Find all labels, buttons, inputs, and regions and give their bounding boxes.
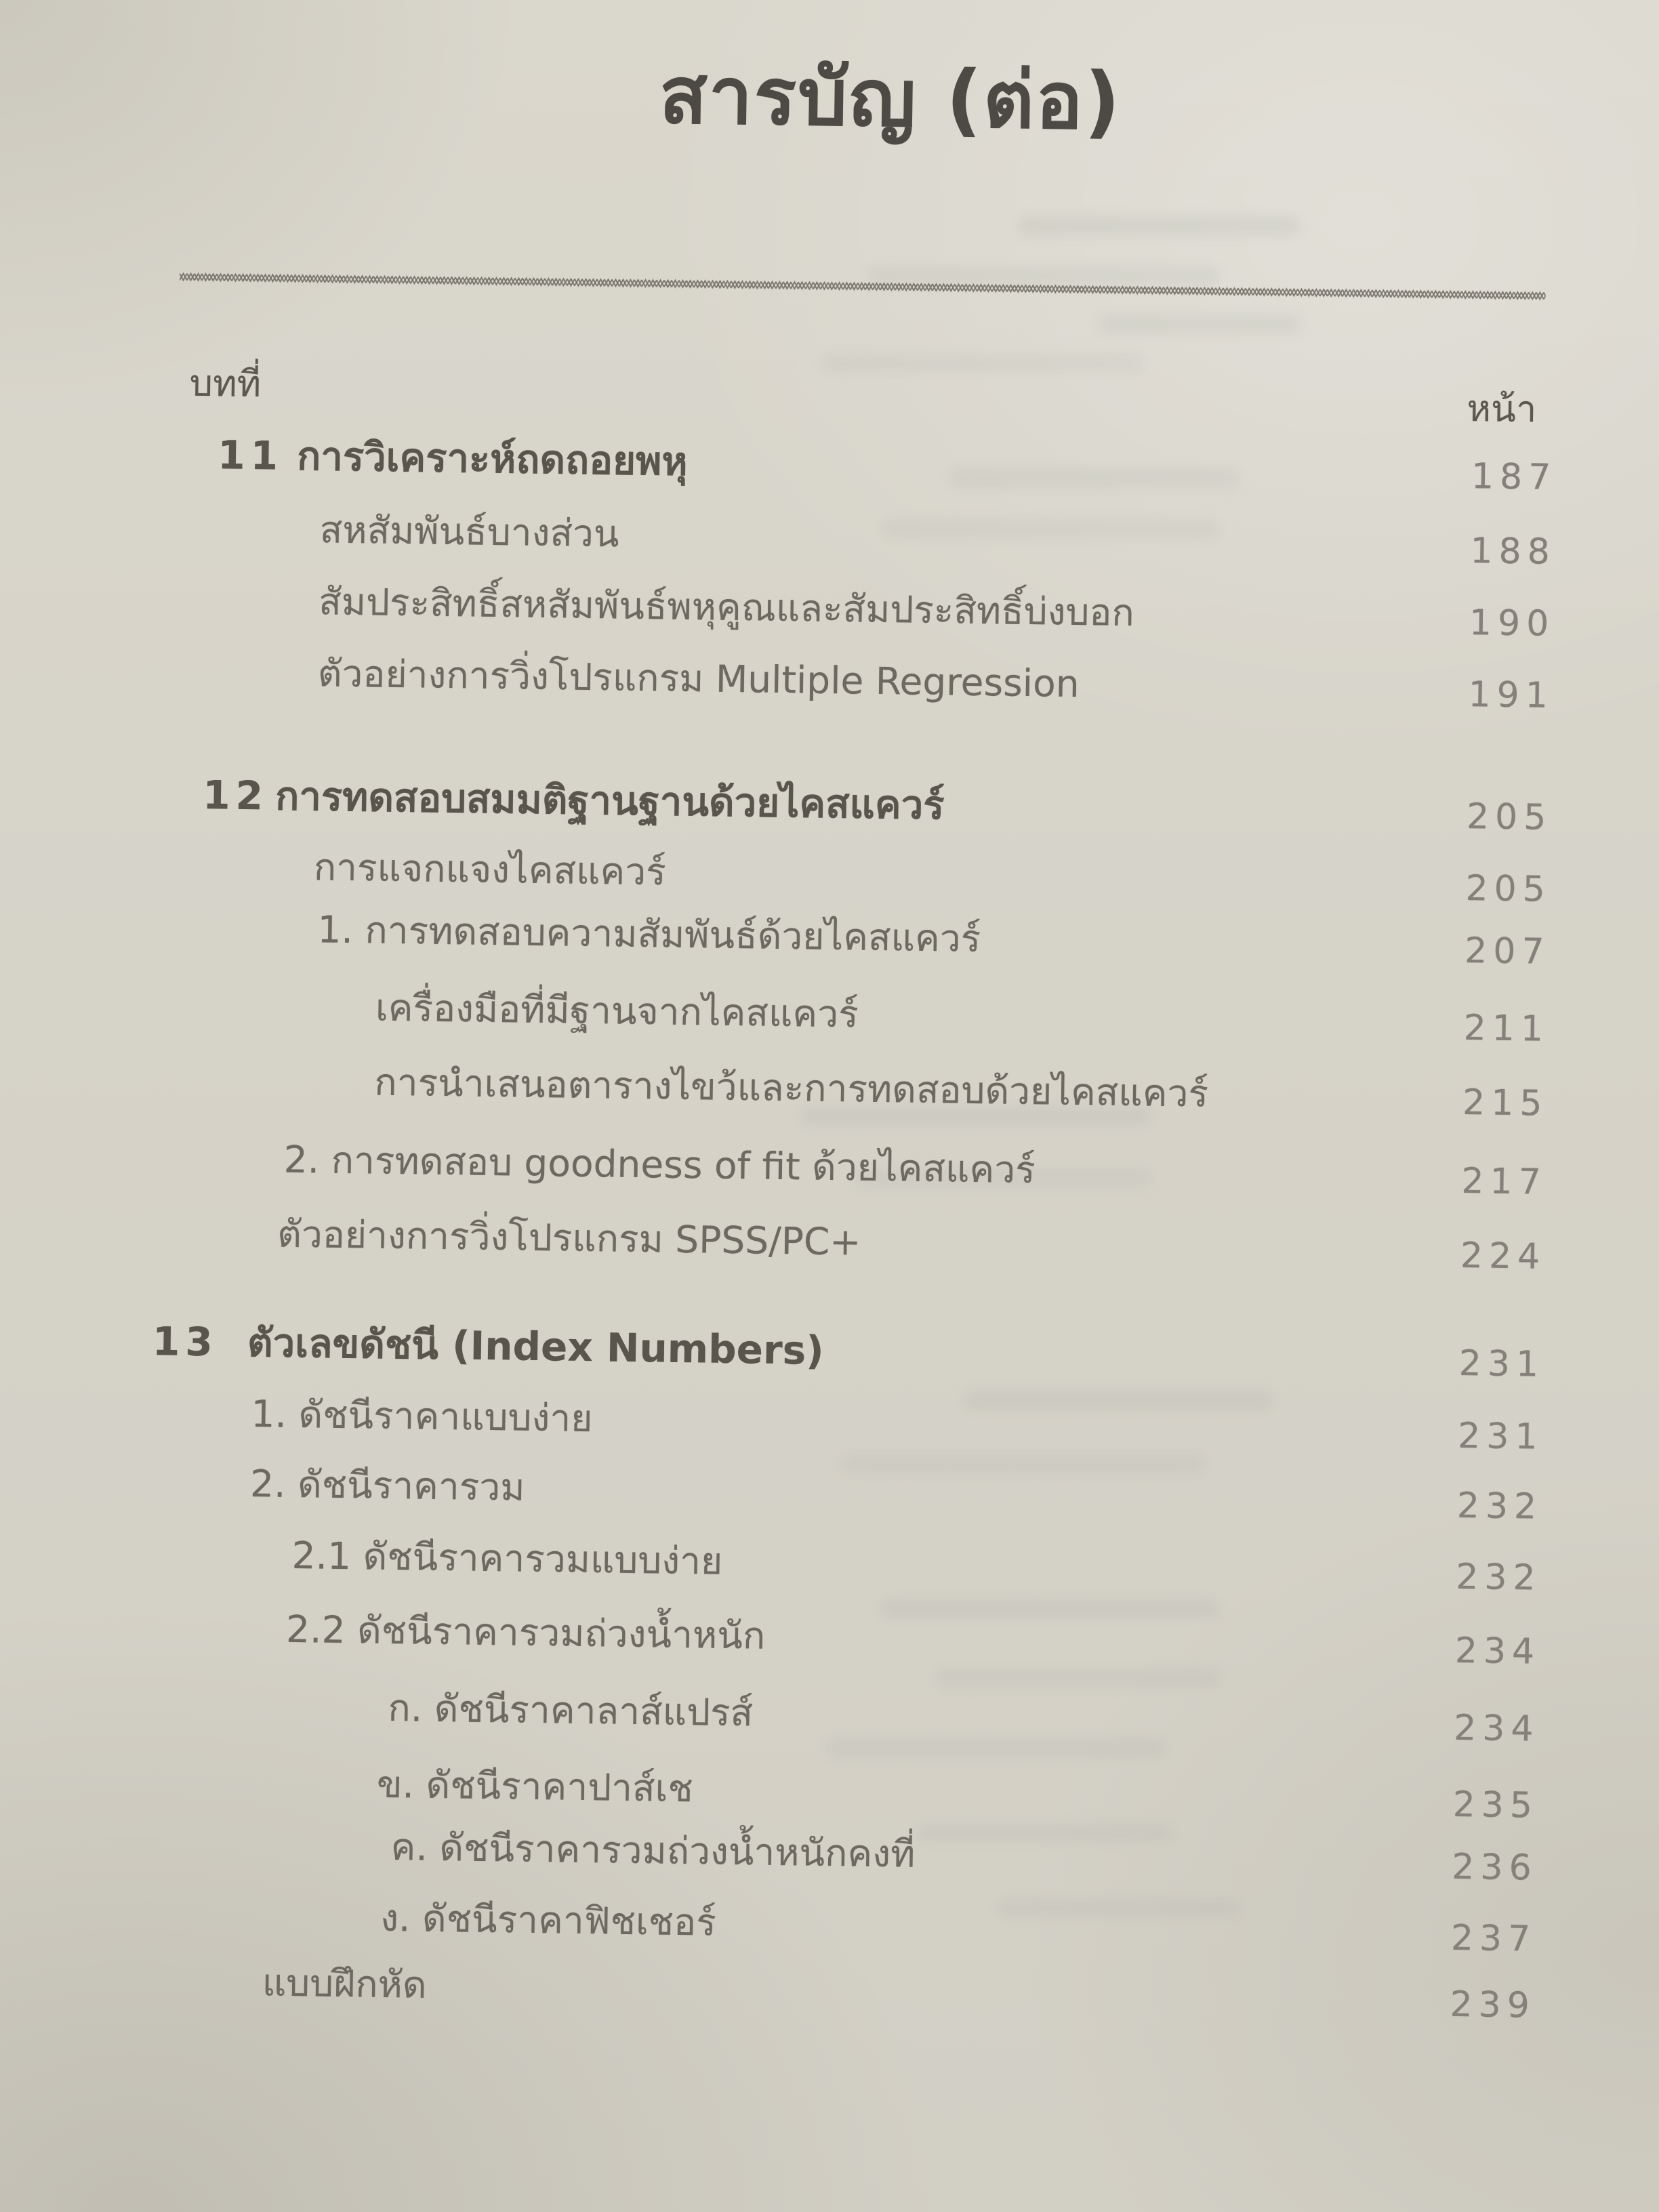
toc-entry-label: แบบฝึกหัด [262,1961,428,2007]
chapter-number: 12 [202,772,269,819]
toc-entry-page-number: 234 [1453,1707,1540,1750]
toc-entry-label: ก. ดัชนีราคาลาส์แปรส์ [388,1685,754,1735]
toc-entry-label: การนำเสนอตารางไขว้และการทดสอบด้วยไคสแควร์ [373,1060,1209,1115]
chapter-title: การวิเคราะห์ถดถอยพหุ [296,432,689,485]
toc-entry-label: ตัวอย่างการวิ่งโปรแกรม Multiple Regression [317,651,1080,706]
toc-entry-label: 1. ดัชนีราคาแบบง่าย [251,1392,593,1441]
toc-entry-page-number: 232 [1456,1485,1543,1528]
toc-entry-page-number: 215 [1462,1082,1549,1124]
toc-entry-label: สหสัมพันธ์บางส่วน [319,508,619,556]
toc-entry-label: เครื่องมือที่มีฐานจากไคสแควร์ [375,985,859,1036]
toc-entry-page-number: 224 [1460,1235,1547,1277]
chapter-number: 13 [152,1318,219,1366]
toc-entry-label: 1. การทดสอบความสัมพันธ์ด้วยไคสแควร์ [317,907,981,961]
page-title: สารบัญ (ต่อ) [658,49,1122,148]
toc-entry-label: 2.1 ดัชนีราคารวมแบบง่าย [291,1533,723,1583]
decorative-wavy-rule [180,271,1546,301]
toc-entry-page-number: 207 [1464,930,1551,972]
chapter-title: การทดสอบสมมติฐานฐานด้วยไคสแควร์ [274,773,945,829]
toc-entry-page-number: 236 [1451,1846,1538,1889]
toc-entry-page-number: 190 [1469,602,1555,644]
chapter-title: ตัวเลขดัชนี (Index Numbers) [247,1319,825,1374]
toc-entry-page-number: 217 [1461,1161,1548,1203]
toc-entry-page-number: 232 [1455,1556,1542,1599]
column-header-chapter: บทที่ [189,361,262,406]
toc-entry-label: ตัวอย่างการวิ่งโปรแกรม SPSS/PC+ [276,1212,861,1264]
chapter-page-number: 205 [1466,796,1553,838]
toc-entry-label: การแจกแจงไคสแควร์ [313,845,667,894]
toc-entry-label: ข. ดัชนีราคาปาส์เช [376,1762,694,1811]
toc-entry-label: สัมประสิทธิ์สหสัมพันธ์พหุคูณและสัมประสิทธิ์บ่งบอก [318,579,1135,635]
toc-entry-label: 2. การทดสอบ goodness of fit ด้วยไคสแควร์ [283,1137,1036,1192]
chapter-page-number: 187 [1471,456,1557,498]
toc-entry-page-number: 231 [1457,1415,1544,1458]
toc-entry-page-number: 235 [1452,1784,1539,1826]
toc-entry-page-number: 211 [1463,1008,1550,1050]
toc-entry-page-number: 239 [1450,1984,1536,2026]
toc-entry-page-number: 234 [1454,1630,1541,1673]
column-header-page: หน้า [1467,387,1537,431]
chapter-number: 11 [217,432,284,479]
toc-entry-page-number: 237 [1450,1917,1537,1960]
toc-entry-label: ค. ดัชนีราคารวมถ่วงน้ำหนักคงที่ [390,1825,916,1876]
toc-entry-page-number: 205 [1465,868,1552,910]
toc-entry-label: 2.2 ดัชนีราคารวมถ่วงน้ำหนัก [285,1607,766,1658]
toc-entry-page-number: 191 [1468,674,1555,716]
toc-entry-label: ง. ดัชนีราคาฟิชเชอร์ [380,1896,717,1944]
toc-entry-label: 2. ดัชนีราคารวม [249,1462,525,1509]
toc-entry-page-number: 188 [1470,531,1557,573]
chapter-page-number: 231 [1458,1343,1545,1385]
